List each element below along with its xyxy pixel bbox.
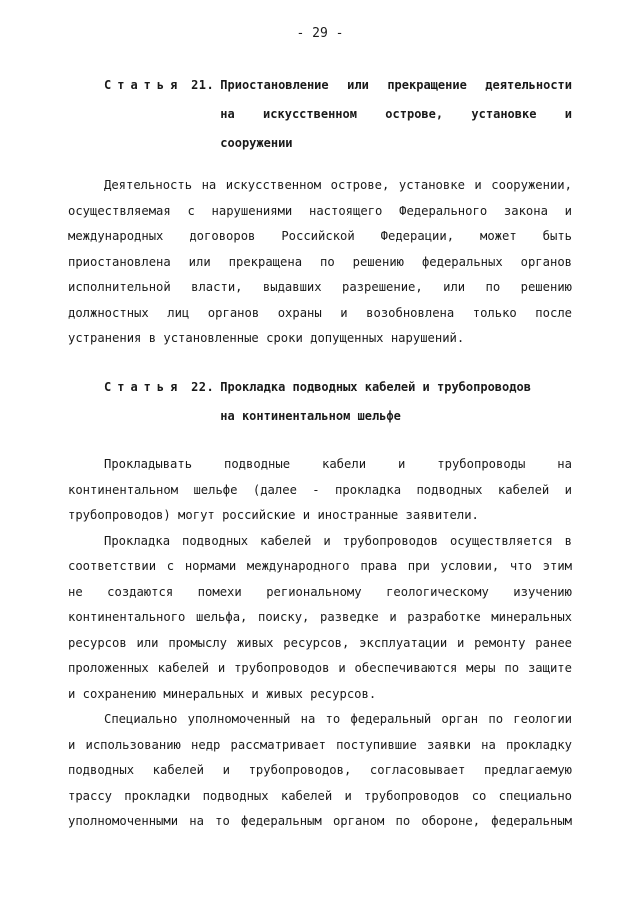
- article-21-title-line: Приостановление или прекращение деятельности: [220, 78, 572, 92]
- text-line: подводных кабелей и трубопроводов, согласовывает предлагаемую: [68, 763, 572, 777]
- text-line: Прокладывать подводные кабели и трубопроводы на: [104, 457, 572, 471]
- text-line: Деятельность на искусственном острове, установке и сооружении,: [104, 178, 572, 192]
- text-line: уполномоченными на то федеральным органом по обороне, федеральным: [68, 814, 572, 828]
- text-line: соответствии с нормами международного права при условии, что этим: [68, 559, 572, 573]
- text-line: не создаются помехи региональному геологическому изучению: [68, 584, 572, 599]
- article-22-label: Статья 22.: [104, 380, 215, 394]
- text-line: Специально уполномоченный на то федеральный орган по геологии: [104, 712, 572, 726]
- text-line: ресурсов или промыслу живых ресурсов, эксплуатации и ремонту ранее: [68, 635, 572, 650]
- article-21-label: Статья 21.: [104, 78, 215, 92]
- text-line: осуществляемая с нарушениями настоящего Федерального закона и: [68, 203, 572, 218]
- text-line: Прокладка подводных кабелей и трубопроводов осуществляется в: [104, 533, 572, 548]
- page-number: - 29 -: [296, 26, 344, 41]
- text-line: проложенных кабелей и трубопроводов и обеспечиваются меры по защите: [68, 661, 572, 675]
- text-line: и сохранению минеральных и живых ресурсов.: [68, 686, 377, 701]
- text-line: международных договоров Российской Федерации, может быть: [68, 229, 572, 243]
- article-21-body: [68, 173, 572, 352]
- article-22-body: [68, 452, 572, 835]
- article-22-heading: [104, 373, 572, 431]
- text-line: исполнительной власти, выдавших разрешение, или по решению: [68, 280, 572, 294]
- article-21-title: [220, 71, 572, 158]
- article-21-heading: [104, 71, 572, 158]
- text-line: и использованию недр рассматривает поступившие заявки на прокладку: [68, 737, 572, 752]
- article-22-title-line: на континентальном шельфе: [220, 409, 401, 423]
- text-line: должностных лиц органов охраны и возобновлена только после: [68, 305, 572, 320]
- text-line: континентальном шельфе (далее - прокладка подводных кабелей и: [68, 482, 572, 497]
- text-line: трассу прокладки подводных кабелей и трубопроводов со специально: [68, 788, 572, 803]
- article-21-title-line: на искусственном острове, установке и: [220, 107, 572, 121]
- text-line: континентального шельфа, поиску, разведке и разработке минеральных: [68, 610, 572, 624]
- article-22-title: [220, 373, 572, 431]
- text-line: устранения в установленные сроки допущенных нарушений.: [68, 331, 465, 345]
- article-21-title-line: сооружении: [220, 136, 293, 150]
- text-line: приостановлена или прекращена по решению федеральных органов: [68, 254, 572, 269]
- article-22-title-line: Прокладка подводных кабелей и трубопроводов: [220, 380, 531, 394]
- text-line: трубопроводов) могут российские и иностранные заявители.: [68, 508, 479, 522]
